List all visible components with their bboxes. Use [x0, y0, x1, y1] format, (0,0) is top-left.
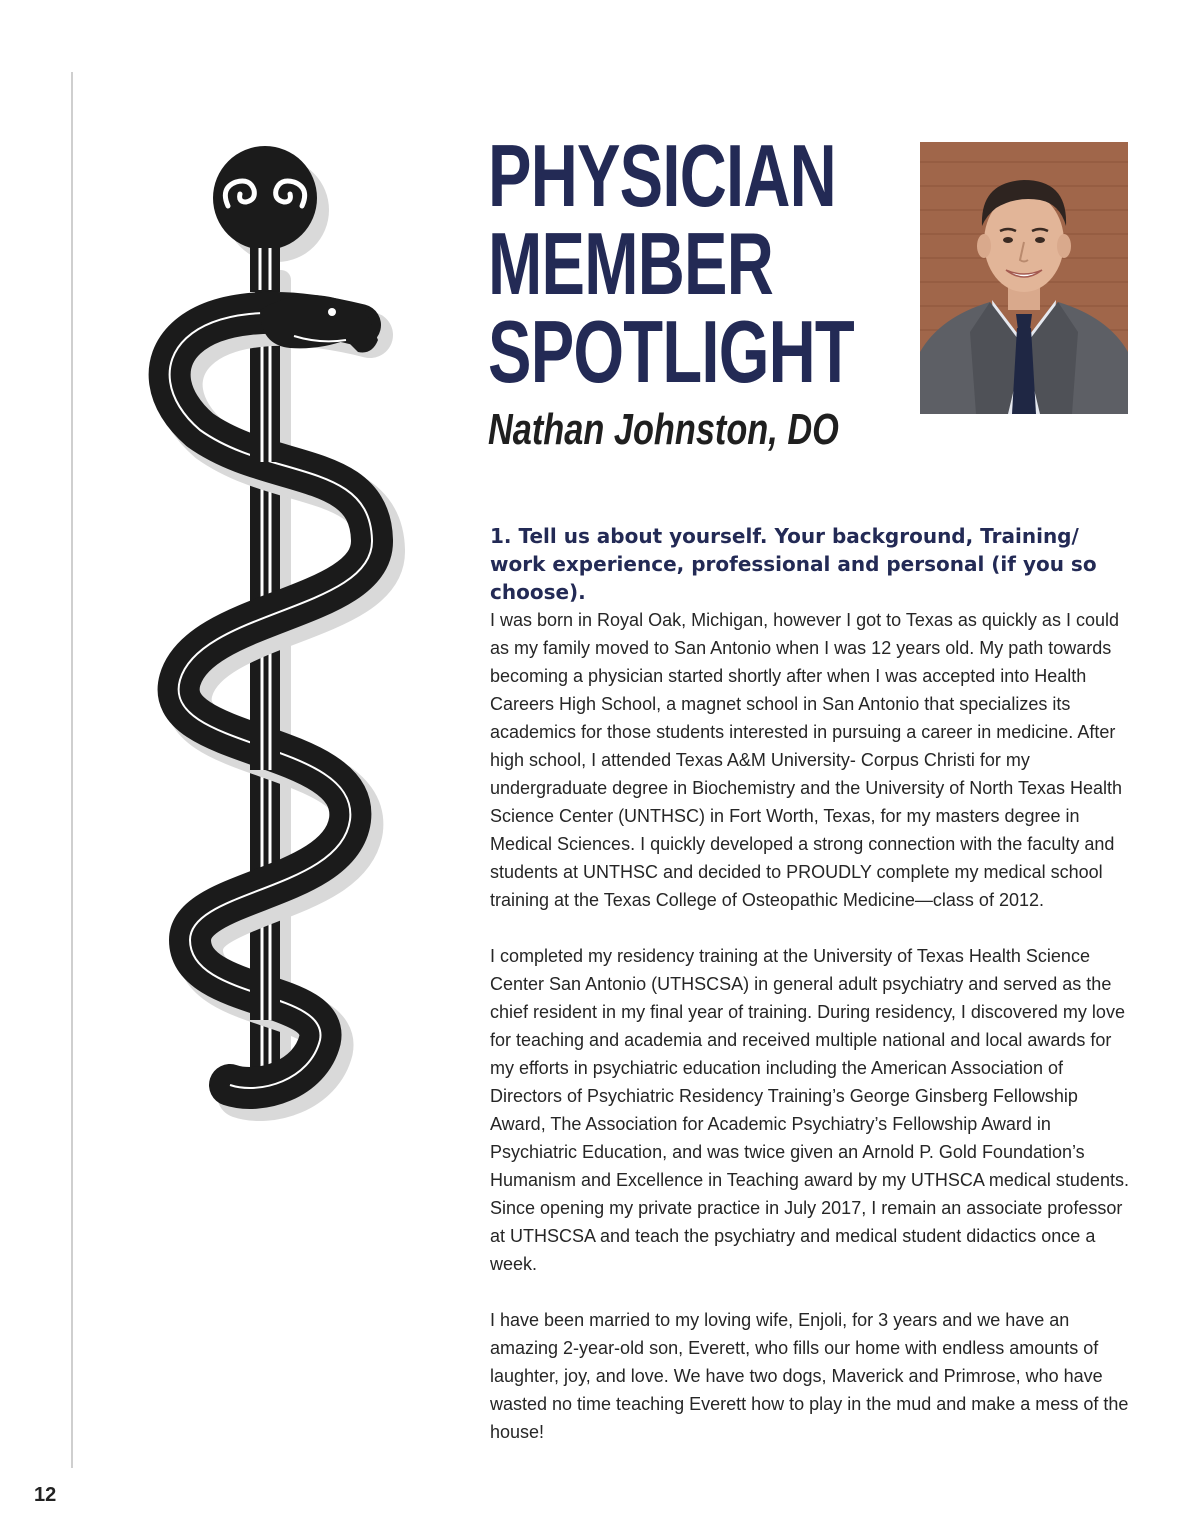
rod-of-asclepius-icon — [110, 140, 410, 1130]
article-paragraph-2: I completed my residency training at the University of Texas Health Science Center San Antonio (UTHSCSA) in general adult psychiatry and served as the chief resident in my final year of training. During residency, I discovered my love for teaching and academia and received multiple national and local awards for my efforts in psychiatric education including the American Association of Directors of Psychiatric Residency Training’s George Ginsberg Fellowship Award, The Association for Academic Psychiatry’s Fellowship Award in Psychiatric Education, and was twice given an Arnold P. Gold Foundation’s Humanism and Excellence in Teaching award by my UTHSCA medical students. Since opening my private practice in July 2017, I remain an associate professor at UTHSCSA and teach the psychiatry and medical student didactics once a week. — [490, 946, 1129, 1274]
title-line-1: PHYSICIAN — [488, 126, 836, 225]
article-body — [490, 522, 1130, 1446]
article-paragraph-3: I have been married to my loving wife, Enjoli, for 3 years and we have an amazing 2-year-old son, Everett, who fills our home with endless amounts of laughter, joy, and love. We have two dogs, Maverick and Primrose, who have wasted no time teaching Everett how to play in the mud and make a mess of the house! — [490, 1310, 1129, 1442]
article-paragraph-1: I was born in Royal Oak, Michigan, however I got to Texas as quickly as I could as my family moved to San Antonio when I was 12 years old. My path towards becoming a physician started shortly after when I was accepted into Health Careers High School, a magnet school in San Antonio that specializes its academics for those students interested in pursuing a career in medicine. After high school, I attended Texas A&M University- Corpus Christi for my undergraduate degree in Biochemistry and the University of North Texas Health Science Center (UNTHSC) in Fort Worth, Texas, for my masters degree in Medical Sciences. I quickly developed a strong connection with the faculty and students at UNTHSC and decided to PROUDLY complete my medical school training at the Texas College of Osteopathic Medicine—class of 2012. — [490, 610, 1123, 910]
interview-question: 1. Tell us about yourself. Your background, Training/ work experience, professional and personal (if you so choose). — [490, 524, 1097, 604]
left-margin-rule — [71, 72, 73, 1468]
page-number: 12 — [34, 1484, 57, 1506]
title-line-3: SPOTLIGHT — [488, 302, 854, 401]
member-portrait-photo — [920, 142, 1128, 414]
page-title — [488, 126, 908, 401]
title-line-2: MEMBER — [488, 214, 773, 313]
member-name: Nathan Johnston, DO — [488, 405, 839, 454]
